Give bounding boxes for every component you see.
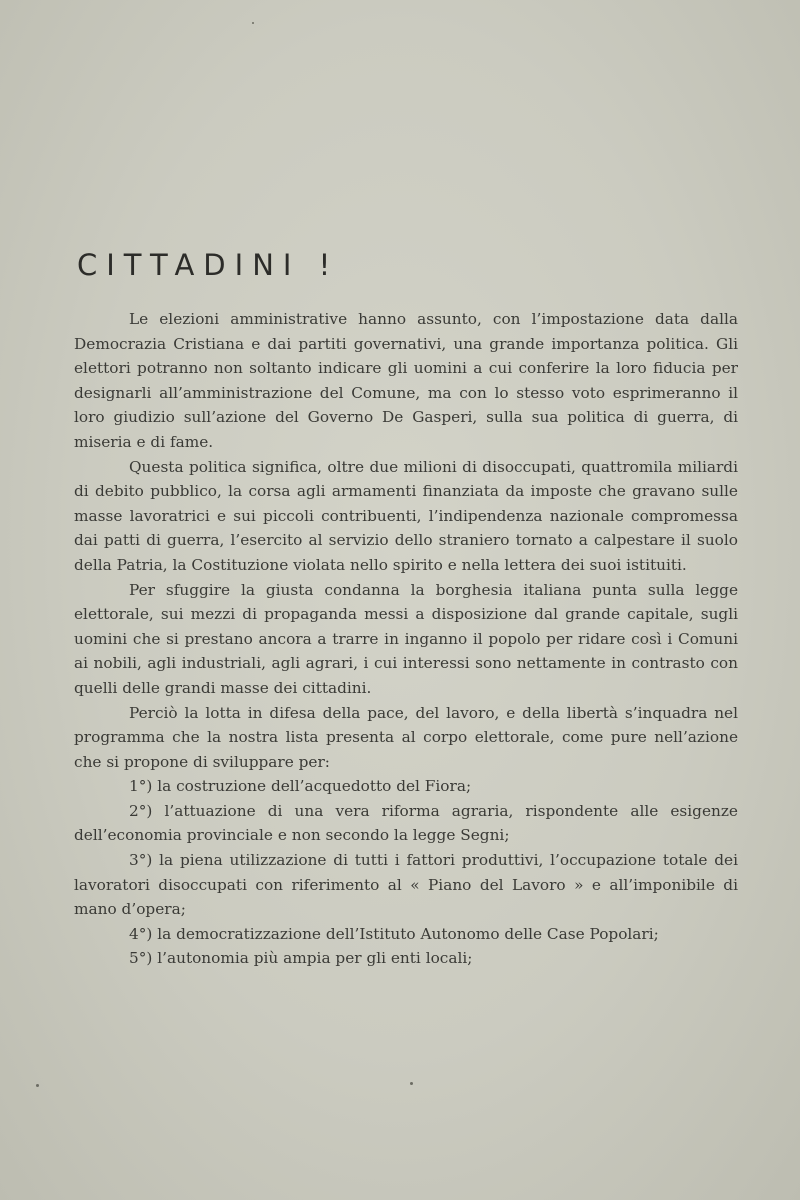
- program-item-3: 3°) la piena utilizzazione di tutti i fattori produttivi, l’occupazione totale dei lavoratori disoccupati con riferimento al « Piano del Lavoro » e all’imponibile di mano d’opera;: [74, 851, 738, 919]
- paper-speck: [410, 1082, 413, 1085]
- paper-speck: [252, 22, 254, 24]
- program-item-2: 2°) l’attuazione di una vera riforma agraria, rispondente alle esigenze dell’economia provinciale e non secondo la legge Segni;: [74, 801, 738, 845]
- program-item-5: 5°) l’autonomia più ampia per gli enti locali;: [129, 949, 473, 968]
- paper-speck: [36, 1084, 39, 1087]
- program-item-1: 1°) la costruzione dell’acquedotto del Fiora;: [129, 777, 472, 796]
- page-title: CITTADINI !: [77, 248, 340, 282]
- paragraph: Le elezioni amministrative hanno assunto, con l’impostazione data dalla Democrazia Cristiana e dai partiti governativi, una grande importanza politica. Gli elettori potranno non soltanto indicare gli uomini a cui conferire la loro fiducia per designarli all’amministrazione del Comune, ma con lo stesso voto esprimeranno il loro giudizio sull’azione del Governo De Gasperi, sulla sua politica di guerra, di miseria e di fame.: [74, 310, 738, 451]
- body-text: [74, 307, 738, 971]
- paragraph: Questa politica significa, oltre due milioni di disoccupati, quattromila miliardi di debito pubblico, la corsa agli armamenti finanziata da imposte che gravano sulle masse lavoratrici e sui piccoli contribuenti, l’indipendenza nazionale compromessa dai patti di guerra, l’esercito al servizio dello straniero tornato a calpestare il suolo della Patria, la Costituzione violata nello spirito e nella lettera dei suoi istituiti.: [74, 457, 738, 574]
- program-item-4: 4°) la democratizzazione dell’Istituto Autonomo delle Case Popolari;: [129, 924, 659, 943]
- paragraph: Per sfuggire la giusta condanna la borghesia italiana punta sulla legge elettorale, sui mezzi di propaganda messi a disposizione dal grande capitale, sugli uomini che si prestano ancora a trarre in inganno il popolo per ridare così i Comuni ai nobili, agli industriali, agli agrari, i cui interessi sono nettamente in contrasto con quelli delle grandi masse dei cittadini.: [74, 580, 738, 697]
- paragraph: Perciò la lotta in difesa della pace, del lavoro, e della libertà s’inquadra nel programma che la nostra lista presenta al corpo elettorale, come pure nell’azione che si propone di sviluppare per:: [74, 703, 738, 771]
